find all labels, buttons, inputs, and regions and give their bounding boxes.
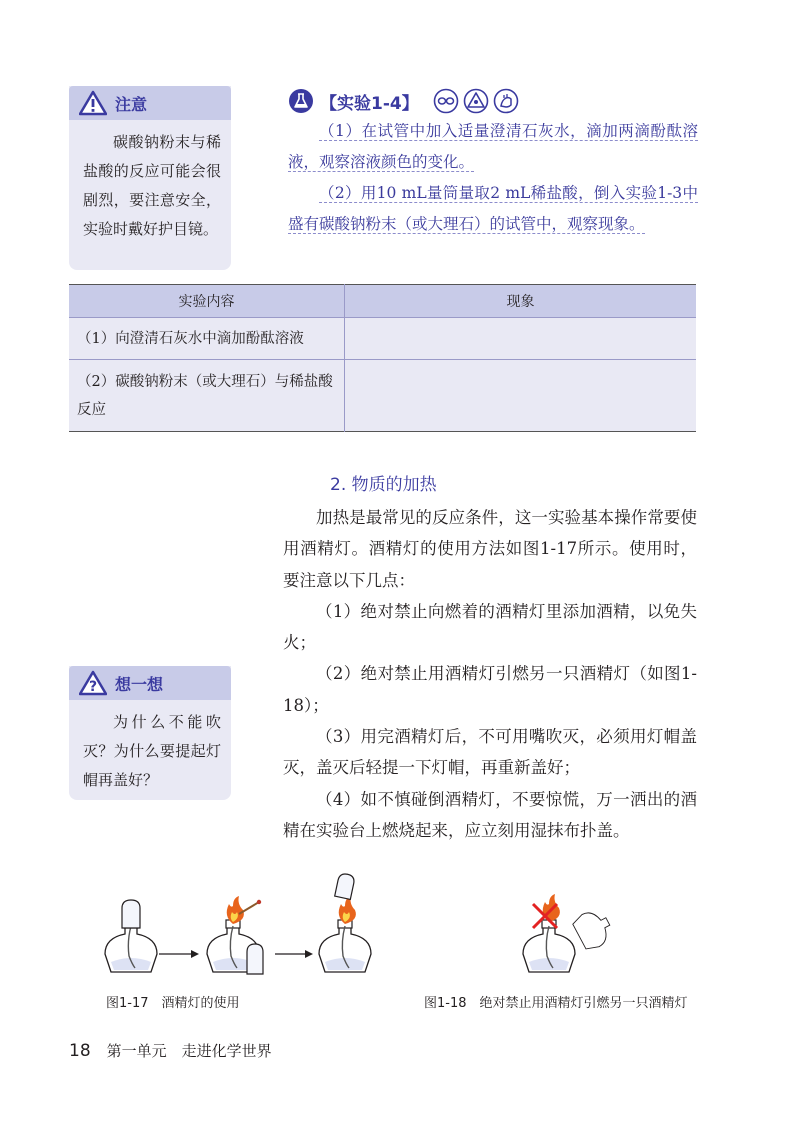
experiment-table — [69, 284, 696, 432]
table-header-row — [69, 285, 696, 318]
section-body — [283, 502, 697, 846]
experiment-step-2: （2）用10 mL量筒量取2 mL稀盐酸，倒入实验1-3中盛有碳酸钠粉末（或大理石）的试管中，观察现象。 — [288, 184, 698, 233]
lamp-cap-lifted — [335, 873, 356, 900]
figure-1-18-caption: 图1-18 绝对禁止用酒精灯引燃另一只酒精灯 — [424, 996, 688, 1011]
arrow-icon — [159, 950, 199, 958]
table-header-content: 实验内容 — [69, 285, 345, 318]
section-item-2: （2）绝对禁止用酒精灯引燃另一只酒精灯（如图1-18）； — [283, 664, 697, 715]
section-item-1: （1）绝对禁止向燃着的酒精灯里添加酒精，以免失火； — [283, 601, 697, 653]
table-cell: （2）碳酸钠粉末（或大理石）与稀盐酸反应 — [69, 360, 345, 432]
table-cell — [345, 360, 697, 432]
think-box-header — [69, 666, 231, 700]
table-header-phenomenon: 现象 — [345, 285, 697, 318]
lamp-tilted — [571, 905, 617, 952]
hazard-icon — [463, 88, 489, 114]
unit-title: 第一单元 走进化学世界 — [106, 1042, 272, 1060]
think-box-text: 为什么不能吹灭？为什么要提起灯帽再盖好？ — [83, 713, 221, 789]
svg-text:?: ? — [88, 679, 98, 695]
lamp-with-cap — [105, 900, 157, 972]
hand-wash-icon — [493, 88, 519, 114]
arrow-icon — [275, 950, 313, 958]
page-number: 18 — [69, 1041, 91, 1061]
table-cell — [345, 318, 697, 360]
lamp-cap — [247, 944, 263, 974]
table-cell: （1）向澄清石灰水中滴加酚酞溶液 — [69, 318, 345, 360]
lamp-lit — [319, 896, 371, 972]
warning-icon — [79, 90, 107, 116]
section-item-3: （3）用完酒精灯后，不可用嘴吹灭，必须用灯帽盖灭，盖灭后轻提一下灯帽，再重新盖好； — [283, 727, 697, 778]
lamp-upright — [523, 894, 575, 972]
goggles-icon — [433, 88, 459, 114]
section-heading: 2. 物质的加热 — [330, 475, 437, 495]
section-paragraph: 加热是最常见的反应条件，这一实验基本操作常要使用酒精灯。酒精灯的使用方法如图1-17所示。使用时，要注意以下几点： — [283, 508, 697, 590]
think-box — [69, 666, 231, 800]
table-row — [69, 360, 696, 432]
figure-1-17-caption: 图1-17 酒精灯的使用 — [106, 996, 240, 1011]
experiment-title: 【实验1-4】 — [320, 93, 419, 114]
experiment-steps — [288, 116, 698, 240]
figure-1-17 — [95, 870, 395, 985]
experiment-step-1: （1）在试管中加入适量澄清石灰水，滴加两滴酚酞溶液，观察溶液颜色的变化。 — [288, 122, 698, 171]
note-box-title: 注意 — [115, 94, 148, 114]
question-icon — [79, 670, 107, 696]
experiment-title-row — [288, 86, 519, 116]
note-box — [69, 86, 231, 270]
note-box-header — [69, 86, 231, 120]
think-box-title: 想一想 — [115, 674, 164, 694]
page-footer — [69, 1040, 272, 1061]
figure-1-18 — [505, 880, 635, 985]
flask-icon — [288, 88, 314, 114]
note-box-text: 碳酸钠粉末与稀盐酸的反应可能会很剧烈，要注意安全，实验时戴好护目镜。 — [83, 133, 221, 238]
table-row — [69, 318, 696, 360]
section-item-4: （4）如不慎碰倒酒精灯，不要惊慌，万一洒出的酒精在实验台上燃烧起来，应立刻用湿抹布扑盖。 — [283, 789, 697, 840]
